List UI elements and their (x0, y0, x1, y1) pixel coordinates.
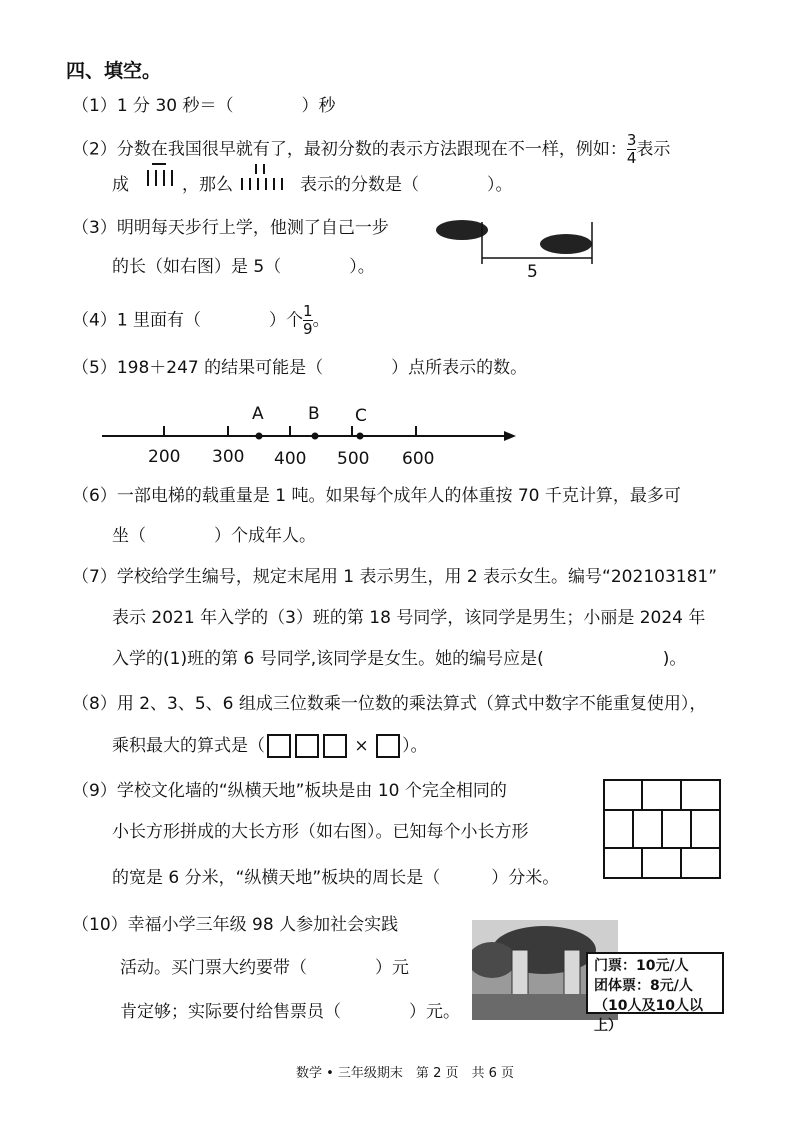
tick-label: 400 (274, 449, 307, 469)
question-1: （1）1 分 30 秒＝（ ）秒 (72, 96, 336, 116)
fraction-denominator: 9 (303, 320, 313, 338)
question-8-text: 乘积最大的算式是（ (112, 736, 265, 756)
question-10-line-1: （10）幸福小学三年级 98 人参加社会实践 (72, 915, 399, 935)
group-ticket-price-line: 团体票：8元/人 (594, 978, 693, 994)
step-length-label: 5 (527, 262, 538, 282)
rod-numeral-three-quarters-figure (142, 160, 180, 200)
fraction-denominator: 4 (626, 149, 637, 167)
tick-label: 600 (402, 449, 435, 469)
page-footer: 数学 • 三年级期末 第 2 页 共 6 页 (296, 1066, 515, 1081)
question-7-line-3: 入学的(1)班的第 6 号同学,该同学是女生。她的编号应是( )。 (112, 649, 687, 669)
question-4 (72, 304, 330, 337)
footprint-step-figure (432, 214, 602, 284)
question-5: （5）198＋247 的结果可能是（ ）点所表示的数。 (72, 358, 528, 378)
point-a-dot (256, 433, 263, 440)
group-ticket-condition-line: （10人及10人以上） (594, 998, 703, 1034)
question-8-line-2 (112, 734, 428, 758)
question-7-line-2: 表示 2021 年入学的（3）班的第 18 号同学，该同学是男生；小丽是 2024 年 (112, 608, 706, 628)
tick-label: 200 (148, 447, 181, 467)
question-6-line-1: （6）一部电梯的载重量是 1 吨。如果每个成年人的体重按 70 千克计算，最多可 (72, 486, 681, 506)
question-2-prefix: 成 (112, 175, 129, 195)
tick-label: 500 (337, 449, 370, 469)
rod-numeral-question-figure (236, 160, 294, 200)
point-label: C (355, 406, 367, 426)
multiply-sign: × (354, 736, 369, 756)
fraction-three-quarters (627, 133, 637, 166)
question-9-line-2: 小长方形拼成的大长方形（如右图）。已知每个小长方形 (112, 822, 529, 842)
question-3-line-1: （3）明明每天步行上学，他测了自己一步 (72, 218, 389, 238)
footprint-left-icon (436, 220, 488, 240)
question-8-line-1: （8）用 2、3、5、6 组成三位数乘一位数的乘法算式（算式中数字不能重复使用）， (72, 694, 707, 714)
question-2-then: ，那么 (182, 175, 233, 195)
point-b-dot (312, 433, 319, 440)
question-7-line-1: （7）学校给学生编号，规定末尾用 1 表示男生，用 2 表示女生。编号“202103181” (72, 567, 718, 587)
fraction-one-ninth (303, 304, 313, 337)
footprint-right-icon (540, 234, 592, 254)
fraction-numerator: 1 (303, 302, 313, 320)
section-title: 四、填空。 (66, 60, 162, 82)
question-9-line-3: 的宽是 6 分米，“纵横天地”板块的周长是（ ）分米。 (112, 868, 560, 888)
ticket-price-line: 门票：10元/人 (594, 958, 689, 974)
point-c-dot (357, 433, 364, 440)
point-label: A (252, 404, 264, 424)
question-3-line-2: 的长（如右图）是 5（ ）。 (112, 257, 375, 277)
question-2-after-fraction: 表示 (636, 139, 671, 160)
question-2-text: （2）分数在我国很早就有了，最初分数的表示方法跟现在不一样，例如： (72, 139, 627, 160)
question-10-line-2: 活动。买门票大约要带（ ）元 (120, 958, 409, 978)
question-9-line-1: （9）学校文化墙的“纵横天地”板块是由 10 个完全相同的 (72, 781, 507, 801)
ticket-price-sign (586, 952, 724, 1034)
question-10-line-3: 肯定够；实际要付给售票员（ ）元。 (120, 1002, 460, 1022)
question-2-ask: 表示的分数是（ ）。 (300, 175, 513, 195)
answer-box[interactable] (295, 734, 319, 758)
answer-box[interactable] (376, 734, 400, 758)
point-label: B (308, 404, 320, 424)
fraction-numerator: 3 (626, 131, 637, 149)
question-8-end: ）。 (402, 736, 428, 756)
tick-label: 300 (212, 447, 245, 467)
rectangle-wall-figure (602, 778, 722, 880)
question-4-text: （4）1 里面有（ ）个 (72, 310, 304, 331)
answer-box[interactable] (267, 734, 291, 758)
answer-box[interactable] (323, 734, 347, 758)
question-6-line-2: 坐（ ）个成年人。 (112, 526, 316, 546)
question-4-end: 。 (312, 310, 330, 331)
